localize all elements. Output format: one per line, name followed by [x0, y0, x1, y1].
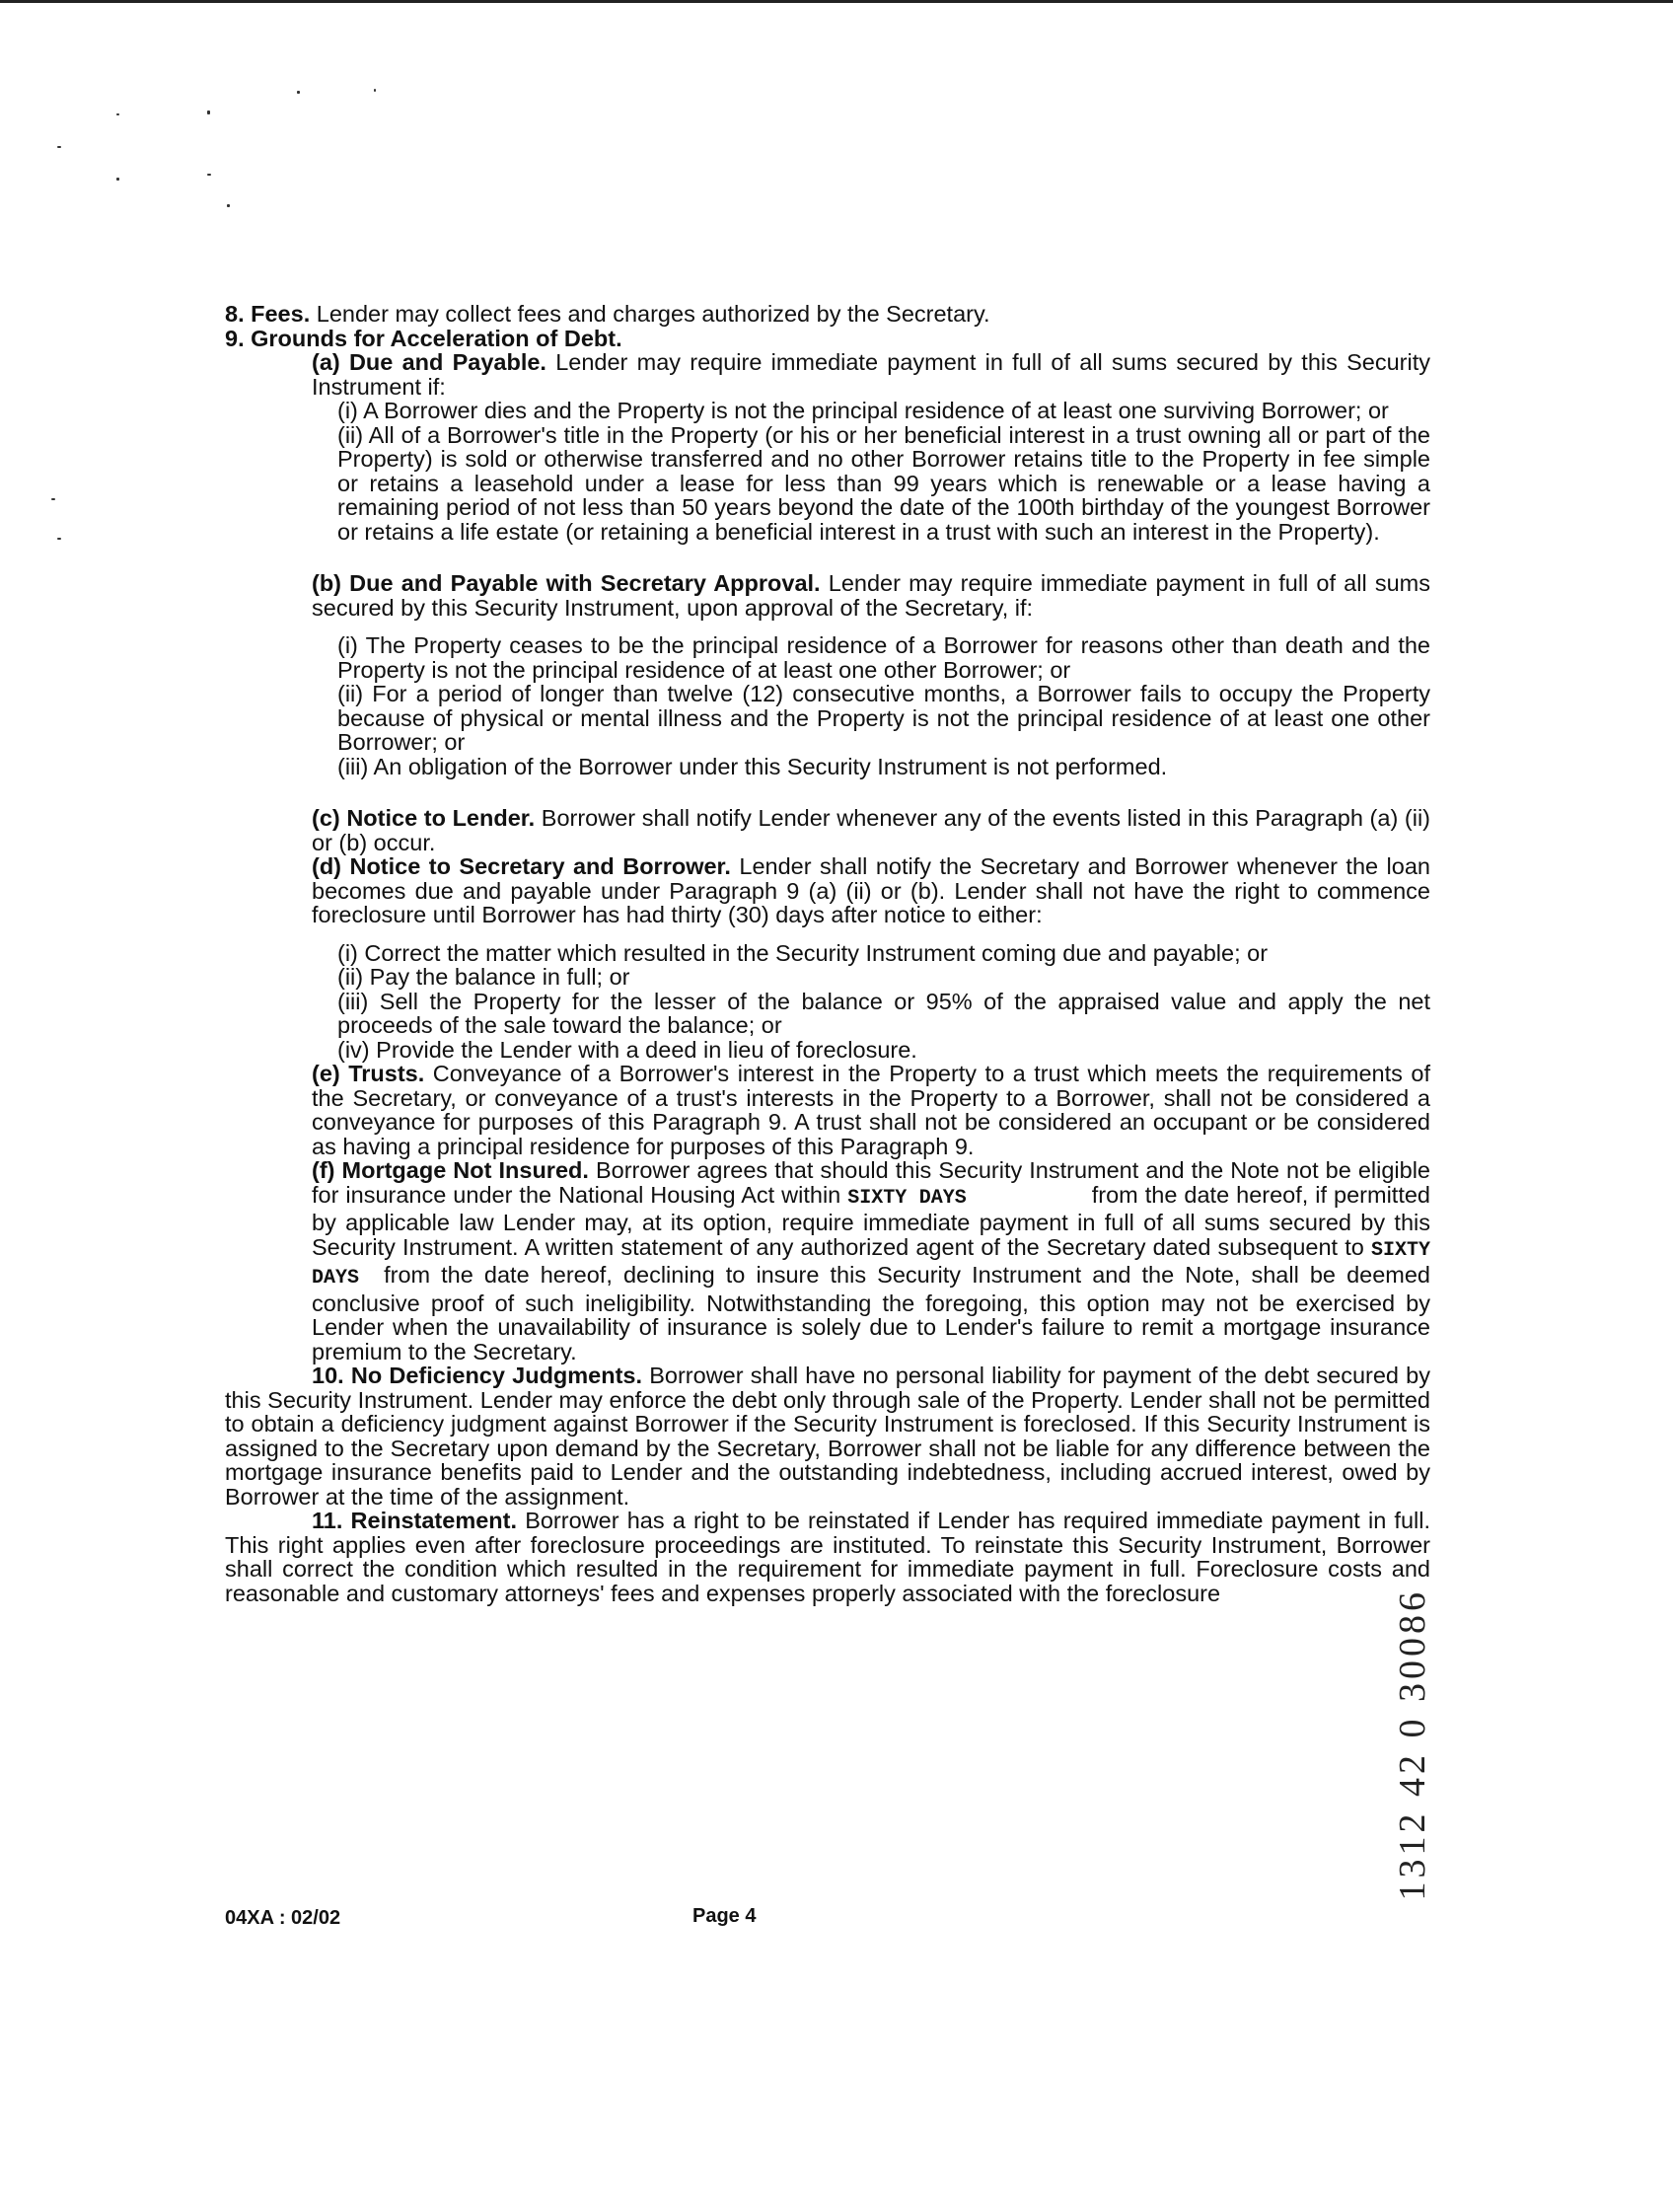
- section-11: [225, 1509, 1430, 1605]
- scan-speck: [297, 91, 300, 94]
- clause-9d: [225, 854, 1430, 927]
- section-8-text: Lender may collect fees and charges authorized by the Secretary.: [310, 301, 990, 327]
- scan-speck: [207, 111, 210, 114]
- clause-9d-i: (i) Correct the matter which resulted in the Security Instrument coming due and payable; or: [337, 939, 1269, 966]
- scan-speck: [57, 146, 61, 148]
- clause-9b-heading: (b) Due and Payable with Secretary Approval.: [312, 570, 821, 596]
- clause-9d-iv: (iv) Provide the Lender with a deed in lieu of foreclosure.: [337, 1036, 917, 1063]
- scan-speck: [374, 89, 376, 92]
- clause-9f-heading: (f) Mortgage Not Insured.: [312, 1157, 589, 1183]
- section-10-heading: 10. No Deficiency Judgments.: [312, 1363, 643, 1388]
- insurance-period-1: SIXTY DAYS: [847, 1186, 967, 1210]
- clause-9a-heading: (a) Due and Payable.: [312, 349, 546, 375]
- clause-9b-ii: (ii) For a period of longer than twelve (12) consecutive months, a Borrower fails to occupy the Property because of physical or mental illness and the Property is not the principal residence of at least one other Borrower; or: [337, 681, 1430, 755]
- clause-9d-text: Lender shall notify the Secretary and Borrower whenever the loan becomes due and payable under Paragraph 9 (a) (ii) or (b). Lender shall not have the right to commence foreclosure until Borrower has had thirty (30) days after notice to either:: [312, 853, 1430, 927]
- section-8-fees: [225, 302, 1430, 327]
- clause-9f-text-3: from the date hereof, declining to insure this Security Instrument and the Note, shall be deemed conclusive proof of such ineligibility. Notwithstanding the foregoing, this option may not be exercised by Lender when the unavailability of insurance is solely due to Lender's failure to remit a mortgage insurance premium to the Secretary.: [312, 1262, 1430, 1364]
- section-9-heading: [225, 327, 1430, 351]
- section-9-title: 9. Grounds for Acceleration of Debt.: [225, 325, 622, 351]
- clause-9a-ii: (ii) All of a Borrower's title in the Property (or his or her beneficial interest in a trust owning all or part of the Property) is sold or otherwise transferred and no other Borrower retains title to the Property in fee simple or retains a leasehold under a lease for less than 99 years which is renewable or a lease having a remaining period of not less than 50 years beyond the date of the 100th birthday of the youngest Borrower or retains a life estate (or retaining a beneficial interest in a trust with such an interest in the Property).: [337, 421, 1430, 545]
- clause-9d-ii: (ii) Pay the balance in full; or: [337, 964, 630, 990]
- insurance-period-2: SIXTY DAYS: [312, 1238, 1430, 1290]
- clause-9e-heading: (e) Trusts.: [312, 1061, 425, 1086]
- clause-9c: [225, 806, 1430, 854]
- scan-speck: [57, 538, 61, 540]
- scan-speck: [116, 178, 119, 181]
- clause-9b-text: Lender may require immediate payment in full of all sums secured by this Security Instrument, upon approval of the Secretary, if:: [312, 570, 1430, 621]
- clause-9f-text-1: Borrower agrees that should this Security Instrument and the Note not be eligible for insurance under the National Housing Act within: [312, 1157, 1430, 1208]
- clause-9c-text: Borrower shall notify Lender whenever any of the events listed in this Paragraph (a) (ii) or (b) occur.: [312, 805, 1430, 855]
- scan-speck: [51, 498, 55, 500]
- clause-9f: [225, 1158, 1430, 1364]
- clause-9b: [225, 571, 1430, 620]
- clause-9a-text: Lender may require immediate payment in full of all sums secured by this Security Instrument if:: [312, 349, 1430, 400]
- clause-9a: [225, 350, 1430, 399]
- clause-9e-text: Conveyance of a Borrower's interest in the Property to a trust which meets the requirements of the Secretary, or conveyance of a trust's interests in the Property to a Borrower, shall not be considered a conveyance for purposes of this Paragraph 9. A trust shall not be considered an occupant or be considered as having a principal residence for purposes of this Paragraph 9.: [312, 1061, 1430, 1159]
- scan-speck: [227, 204, 230, 207]
- clause-9d-iii: (iii) Sell the Property for the lesser of the balance or 95% of the appraised value and apply the net proceeds of the sale toward the balance; or: [337, 988, 1430, 1038]
- top-scan-edge: [0, 0, 1673, 3]
- clause-9b-iii: (iii) An obligation of the Borrower under this Security Instrument is not performed.: [337, 753, 1168, 779]
- section-10: [225, 1364, 1430, 1509]
- clause-9c-heading: (c) Notice to Lender.: [312, 805, 536, 831]
- clause-9e: [225, 1062, 1430, 1158]
- page-number: Page 4: [692, 1905, 757, 1927]
- section-8-heading: 8. Fees.: [225, 301, 311, 327]
- scan-speck: [207, 174, 211, 176]
- form-code: 04XA : 02/02: [225, 1907, 341, 1929]
- clause-9b-i: (i) The Property ceases to be the principal residence of a Borrower for reasons other than death and the Property is not the principal residence of at least one other Borrower; or: [337, 632, 1430, 683]
- recording-stamp-number: 1312 42 0 30086: [1392, 1588, 1433, 1901]
- section-10-text: Borrower shall have no personal liability for payment of the debt secured by this Security Instrument. Lender may enforce the debt only through sale of the Property. Lender shall not be permitted to obtain a deficiency judgment against Borrower if the Security Instrument is foreclosed. If this Security Instrument is assigned to the Secretary upon demand by the Secretary, Borrower shall not be liable for any difference between the mortgage insurance benefits paid to Lender and the outstanding indebtedness, including accrued interest, owed by Borrower at the time of the assignment.: [225, 1363, 1430, 1510]
- scan-speck: [116, 113, 119, 115]
- section-11-text: Borrower has a right to be reinstated if Lender has required immediate payment in full. This right applies even after foreclosure proceedings are instituted. To reinstate this Security Instrument, Borrower shall correct the condition which resulted in the requirement for immediate payment in full. Foreclosure costs and reasonable and customary attorneys' fees and expenses properly associated with the foreclosure: [225, 1508, 1431, 1606]
- document-body: [225, 302, 1430, 1605]
- section-11-heading: 11. Reinstatement.: [312, 1508, 518, 1533]
- clause-9f-text-2: from the date hereof, if permitted by applicable law Lender may, at its option, require immediate payment in full of all sums secured by this Security Instrument. A written statement of any authorized agent of the Secretary dated subsequent to: [312, 1181, 1431, 1260]
- clause-9d-heading: (d) Notice to Secretary and Borrower.: [312, 853, 731, 879]
- clause-9a-i: (i) A Borrower dies and the Property is not the principal residence of at least one surviving Borrower; or: [337, 398, 1389, 423]
